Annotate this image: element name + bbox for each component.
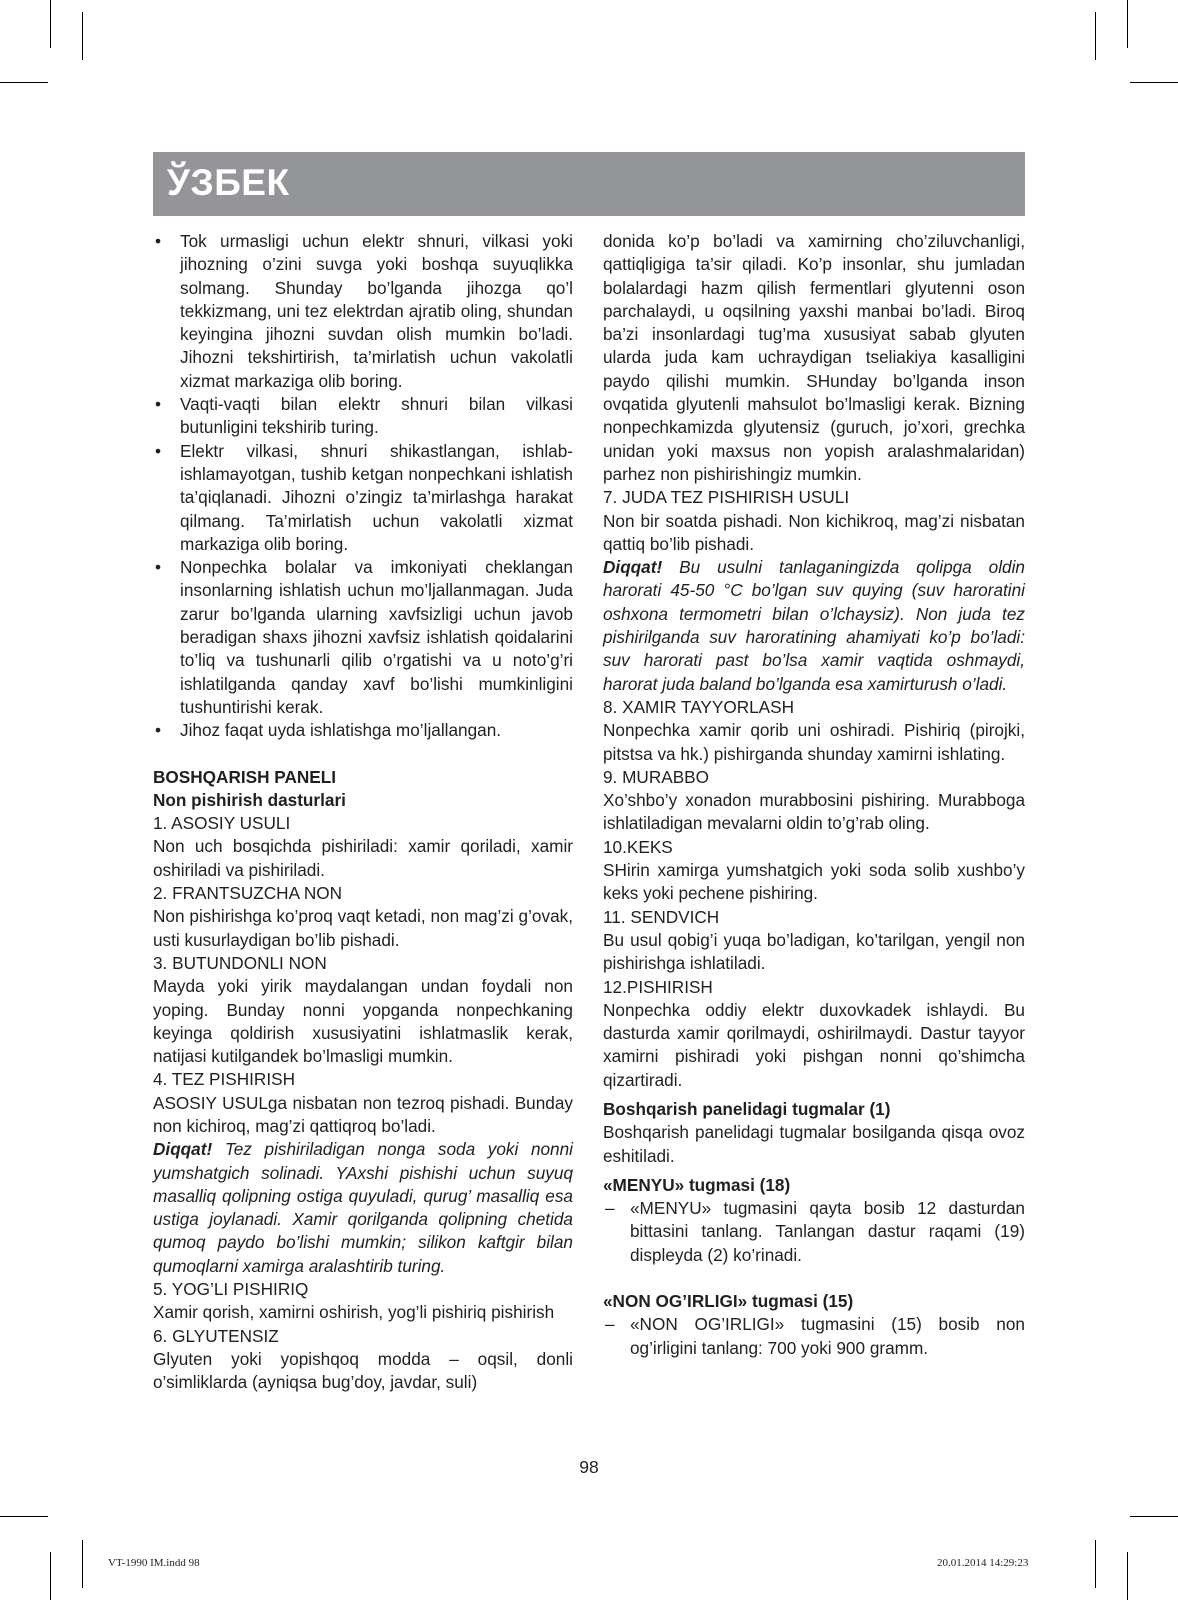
- crop-mark: [82, 12, 83, 60]
- program-heading: 12.PISHIRISH: [603, 976, 713, 997]
- program-text: Bu usul qobig’i yuqa bo’ladigan, ko’tarilgan, yengil non pishirishga ishlatiladi.: [603, 929, 1025, 974]
- program-heading: 3. BUTUNDONLI NON: [153, 952, 327, 973]
- list-item: • Nonpechka bolalar va imkoniyati cheklangan insonlarning ishlatish uchun mo’ljallanmagan. Juda zarur bo’lganda ularning xavfsizligi uchun javob beradigan shaxs jihozni xavfsiz ishlatish qoidalarini to’liq va tushunarli qilib o’rgatishi va u noto’g’ri ishlatilganda qanday xavf bo’lishi mumkinligini tushuntirishi kerak.: [153, 556, 573, 719]
- list-item: • Tok urmasligi uchun elektr shnuri, vilkasi yoki jihozning o’zini suvga yoki boshqa suyuqlikka solmang. Shunday bo’lganda jihozga qo’l tekkizmang, uni tez elektrdan ajratib oling, shundan keyingina jihozni suvdan olish mumkin bo’ladi. Jihozni tekshirtirish, ta’mirlatish uchun vakolatli xizmat markaziga olib boring.: [153, 230, 573, 393]
- program-text: Non bir soatda pishadi. Non kichikroq, mag’zi nisbatan qattiq bo’lib pishadi.: [603, 510, 1025, 554]
- subsection-title: Non pishirish dasturlari: [153, 789, 346, 810]
- program-text: Glyuten yoki yopishqoq modda – oqsil, donli o’simliklarda (ayniqsa bug’doy, javdar, suli): [153, 1348, 573, 1393]
- buttons-section-title: Boshqarish panelidagi tugmalar (1): [603, 1098, 891, 1119]
- program-heading: 2. FRANTSUZCHA NON: [153, 883, 343, 904]
- program-heading: 4. TEZ PISHIRISH: [153, 1069, 295, 1090]
- list-item: • Jihoz faqat uyda ishlatishga mo’ljallangan.: [153, 719, 573, 742]
- program-text: Non uch bosqichda pishiriladi: xamir qoriladi, xamir oshiriladi va pishiriladi.: [153, 836, 573, 880]
- program-text: Xo’shbo’y xonadon murabbosini pishiring. Murabboga ishlatiladigan mevalarni oldin to’g’rab oling.: [603, 790, 1025, 834]
- crop-mark: [1127, 0, 1128, 48]
- crop-mark: [0, 82, 48, 83]
- crop-mark: [0, 1516, 48, 1517]
- crop-mark: [1127, 1552, 1128, 1600]
- list-item: – «MENYU» tugmasini qayta bosib 12 dasturdan bittasini tanlang. Tanlangan dastur raqami (19) displeyda (2) ko’rinadi.: [603, 1197, 1025, 1267]
- crop-mark: [50, 1552, 51, 1600]
- footer-timestamp: 20.01.2014 14:29:23: [937, 1557, 1029, 1569]
- page-number: 98: [579, 1457, 599, 1477]
- right-column: [603, 230, 1025, 1360]
- program-text: ASOSIY USULga nisbatan non tezroq pishadi. Bunday non kichiroq, mag’zi qattiqroq bo’ladi.: [153, 1092, 573, 1136]
- program-text: Mayda yoki yirik maydalangan undan foydali non yoping. Bunday nonni yopganda nonpechkaning keyinga qoldirish xususiyatini ishlatmaslik kerak, natijasi kutilgandek bo’lmasligi mumkin.: [153, 976, 573, 1067]
- program-text: SHirin xamirga yumshatgich yoki soda solib xushbo’y keks yoki pechene pishiring.: [603, 860, 1025, 904]
- program-text: Xamir qorish, xamirni oshirish, yog’li pishiriq pishirish: [153, 1302, 555, 1323]
- crop-mark: [1130, 82, 1178, 83]
- program-text: Nonpechka xamir qorib uni oshiradi. Pishiriq (pirojki, pitstsa va hk.) pishirganda shunday xamirni ishlating.: [603, 720, 1025, 764]
- language-title: ЎЗБЕК: [167, 162, 290, 203]
- crop-mark: [1095, 12, 1096, 60]
- program-heading: 7. JUDA TEZ PISHIRISH USULI: [603, 487, 850, 508]
- crop-mark: [1095, 1540, 1096, 1588]
- crop-mark: [50, 0, 51, 48]
- footer-file-info: VT-1990 IM.indd 98: [108, 1557, 200, 1569]
- list-item: • Elektr vilkasi, shnuri shikastlangan, ishlab-ishlamayotgan, tushib ketgan nonpechkani ishlatish ta’qiqlanadi. Jihozni o’zingiz ta’mirlashga harakat qilmang. Ta’mirlatish uchun vakolatli xizmat markaziga olib boring.: [153, 440, 573, 556]
- menu-button-title: «MENYU» tugmasi (18): [603, 1174, 791, 1195]
- program-text: Non pishirishga ko’proq vaqt ketadi, non mag’zi g’ovak, usti kusurlaydigan bo’lib pishadi.: [153, 906, 573, 950]
- crop-mark: [1130, 1516, 1178, 1517]
- program-heading: 10.KEKS: [603, 836, 673, 857]
- safety-bullet-list: [153, 230, 573, 743]
- warning-text: Tez pishiriladigan nonga soda yoki nonni yumshatgich solinadi. YAxshi pishishi uchun suyuq masalliq qolipning ostiga quyuladi, qurug’ masalliq esa ustiga joylanadi. Xamir qorilganda qolipning chetida qumoq paydo bo’lishi mumkin; silikon kaftgir bilan qumoqlarni xamirga aralashtirib turing.: [153, 1139, 573, 1276]
- weight-button-title: «NON OG’IRLIGI» tugmasi (15): [603, 1291, 854, 1312]
- warning-note: [153, 1138, 573, 1278]
- warning-label: Diqqat!: [153, 1139, 213, 1160]
- program-heading: 1. ASOSIY USULI: [153, 813, 291, 834]
- program-text: donida ko’p bo’ladi va xamirning cho’ziluvchanligi, qattiqligiga ta’sir qiladi. Ko’p insonlar, shu jumladan bolalardagi hazm qilish fermentlari glyutenni oson parchalaydi, u oqsilning yaxshi manbai bo’ladi. Biroq ba’zi insonlardagi tug’ma xususiyat sabab glyuten ularda juda kam uchraydigan tseliakiya kasalligini paydo qilishi mumkin. SHunday bo’lganda inson ovqatida glyutenli mahsulot bo’lmasligi kerak. Bizning nonpechkamizda glyutensiz (guruch, jo’xori, grechka unidan yoki maxsus non yopish aralashmalaridan) parhez non pishirishingiz mumkin.: [603, 231, 1025, 484]
- list-item: – «NON OG’IRLIGI» tugmasini (15) bosib non og’irligini tanlang: 700 yoki 900 gramm.: [603, 1313, 1025, 1360]
- list-item: • Vaqti-vaqti bilan elektr shnuri bilan vilkasi butunligini tekshirib turing.: [153, 393, 573, 440]
- program-heading: 6. GLYUTENSIZ: [153, 1325, 279, 1346]
- warning-note: [603, 556, 1025, 696]
- warning-text: Bu usulni tanlaganingizda qolipga oldin harorati 45-50 °C bo’lgan suv quying (suv haroratini oshxona termometri bilan o’lchaysiz). Non juda tez pishirilganda suv haroratining ahamiyati ko’p bo’ladi: suv harorati past bo’lsa xamir vaqtida oshmaydi, harorat juda baland bo’lganda esa xamirturush o’ladi.: [603, 557, 1025, 694]
- program-text: Nonpechka oddiy elektr duxovkadek ishlaydi. Bu dasturda xamir qorilmaydi, oshirilmaydi. Dastur tayyor xamirni pishiradi yoki pishgan nonni qo’shimcha qizartiradi.: [603, 999, 1025, 1090]
- crop-mark: [82, 1540, 83, 1588]
- buttons-section-text: Boshqarish panelidagi tugmalar bosilganda qisqa ovoz eshitiladi.: [603, 1122, 1025, 1166]
- warning-label: Diqqat!: [603, 557, 663, 578]
- program-heading: 9. MURABBO: [603, 766, 710, 787]
- left-column: [153, 230, 573, 1395]
- section-title: BOSHQARISH PANELI: [153, 766, 337, 787]
- program-heading: 11. SENDVICH: [603, 906, 720, 927]
- program-heading: 5. YOG’LI PISHIRIQ: [153, 1279, 309, 1300]
- weight-button-list: [603, 1313, 1025, 1360]
- program-heading: 8. XAMIR TAYYORLASH: [603, 696, 795, 717]
- language-header: [153, 152, 1025, 216]
- menu-button-list: [603, 1197, 1025, 1267]
